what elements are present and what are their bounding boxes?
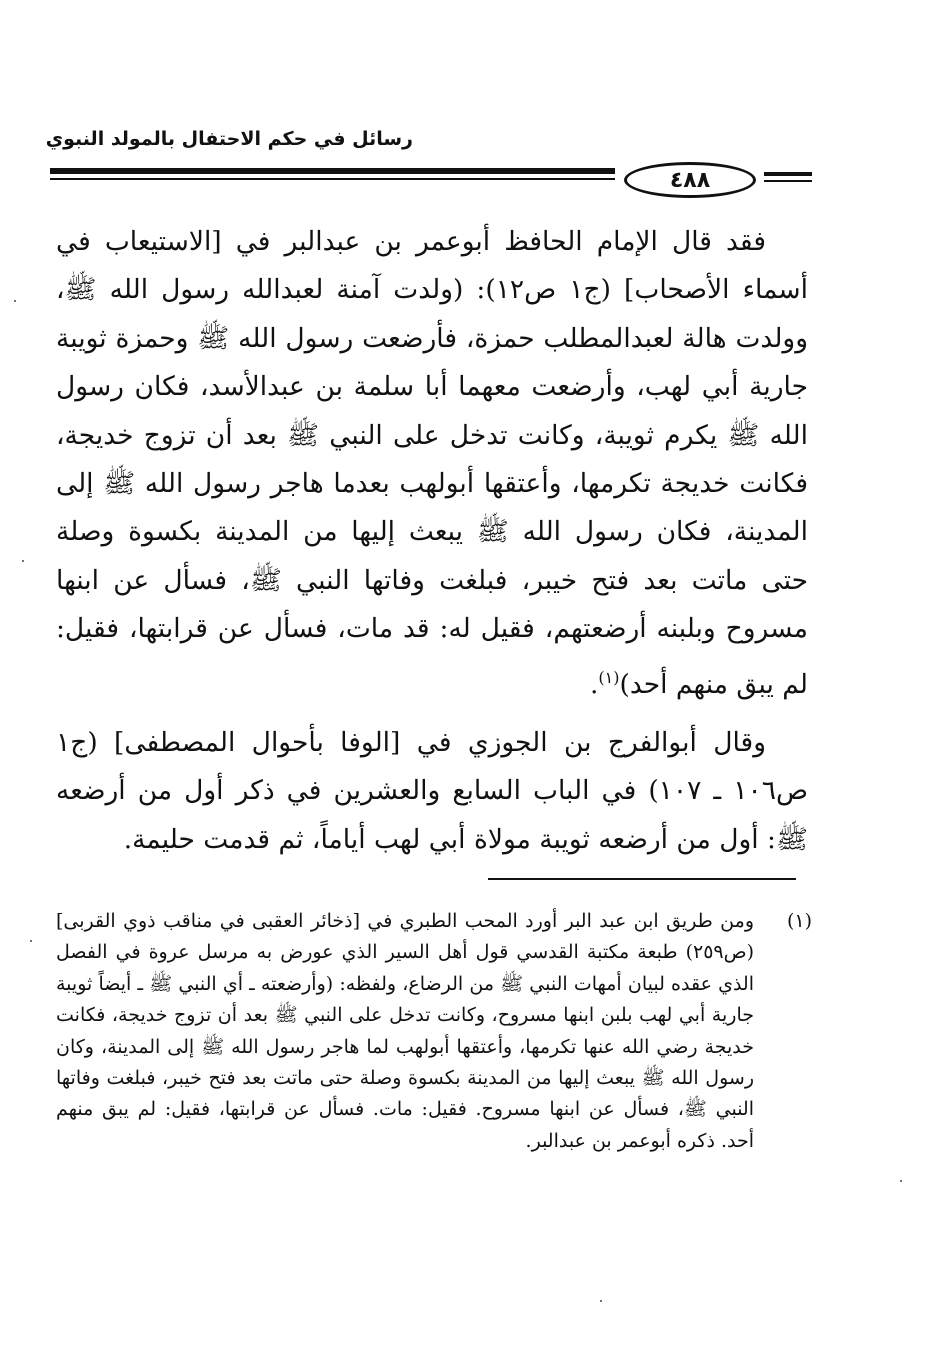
- scan-speck: [600, 1300, 602, 1302]
- body-paragraph-1-end: .: [589, 668, 599, 700]
- body-paragraph-1: [56, 218, 808, 709]
- scan-speck: [900, 1180, 902, 1182]
- footnote: [56, 906, 812, 1157]
- page-number-badge: ٤٨٨: [624, 162, 756, 198]
- body-paragraph-1-text: فقد قال الإمام الحافظ أبوعمر بن عبدالبر في [الاستيعاب في أسماء الأصحاب] (ج١ ص١٢): (ولدت آمنة لعبدالله رسول الله ﷺ، وولدت هالة لعبدالمطلب حمزة، فأرضعت رسول الله ﷺ وحمزة ثويبة جارية أبي لهب، وأرضعت معهما أبا سلمة بن عبدالأسد، فكان رسول الله ﷺ يكرم ثويبة، وكانت تدخل على النبي ﷺ بعد أن تزوج خديجة، فكانت خديجة تكرمها، وأعتقها أبولهب بعدما هاجر رسول الله ﷺ إلى المدينة، فكان رسول الله ﷺ يبعث إليها من المدينة بكسوة وصلة حتى ماتت بعد فتح خيبر، فبلغت وفاتها النبي ﷺ، فسأل عن ابنها مسروح وبلبنه أرضعتهم، فقيل له: قد مات، فسأل عن قرابتها، فقيل: لم يبق منهم أحد): [56, 226, 808, 700]
- header-rule-right-thick: [764, 172, 812, 176]
- footnote-text: ومن طريق ابن عبد البر أورد المحب الطبري في [ذخائر العقبى في مناقب ذوي القربى] (ص٢٥٩) طبعة مكتبة القدسي قول أهل السير الذي عورض به مرسل عروة في الفصل الذي عقده لبيان أمهات النبي ﷺ من الرضاع، ولفظه: (وأرضعته ـ أي النبي ﷺ ـ أيضاً ثويبة جارية أبي لهب بلبن ابنها مسروح، وكانت تدخل على النبي ﷺ بعد أن تزوج خديجة، فكانت خديجة رضي الله عنها تكرمها، وأعتقها أبولهب لما هاجر رسول الله ﷺ إلى المدينة، وكان رسول الله ﷺ يبعث إليها من المدينة بكسوة وصلة حتى ماتت بعد فتح خيبر، فبلغت وفاتها النبي ﷺ، فسأل عن ابنها مسروح. فقيل: مات. فسأل عن قرابتها، فقيل: لم يبق منهم أحد. ذكره أبوعمر بن عبدالبر.: [56, 910, 754, 1152]
- header-rule-thick: [50, 168, 615, 174]
- scan-speck: [14, 300, 16, 302]
- header-rule-thin: [50, 178, 615, 180]
- footnote-separator: [488, 878, 796, 880]
- scan-speck: [30, 940, 32, 942]
- header-rule-right-thin: [764, 180, 812, 182]
- scan-speck: [22, 560, 24, 562]
- footnote-number: (١): [786, 910, 812, 932]
- running-header-title: رسائل في حكم الاحتفال بالمولد النبوي: [45, 128, 413, 150]
- main-text: [56, 218, 808, 864]
- body-paragraph-2: وقال أبوالفرج بن الجوزي في [الوفا بأحوال المصطفى] (ج١ ص١٠٦ ـ ١٠٧) في الباب السابع والعشرين في ذكر أول من أرضعه ﷺ: أول من أرضعه ثويبة مولاة أبي لهب أياماً، ثم قدمت حليمة.: [56, 726, 808, 855]
- footnote-reference: (١): [598, 667, 620, 687]
